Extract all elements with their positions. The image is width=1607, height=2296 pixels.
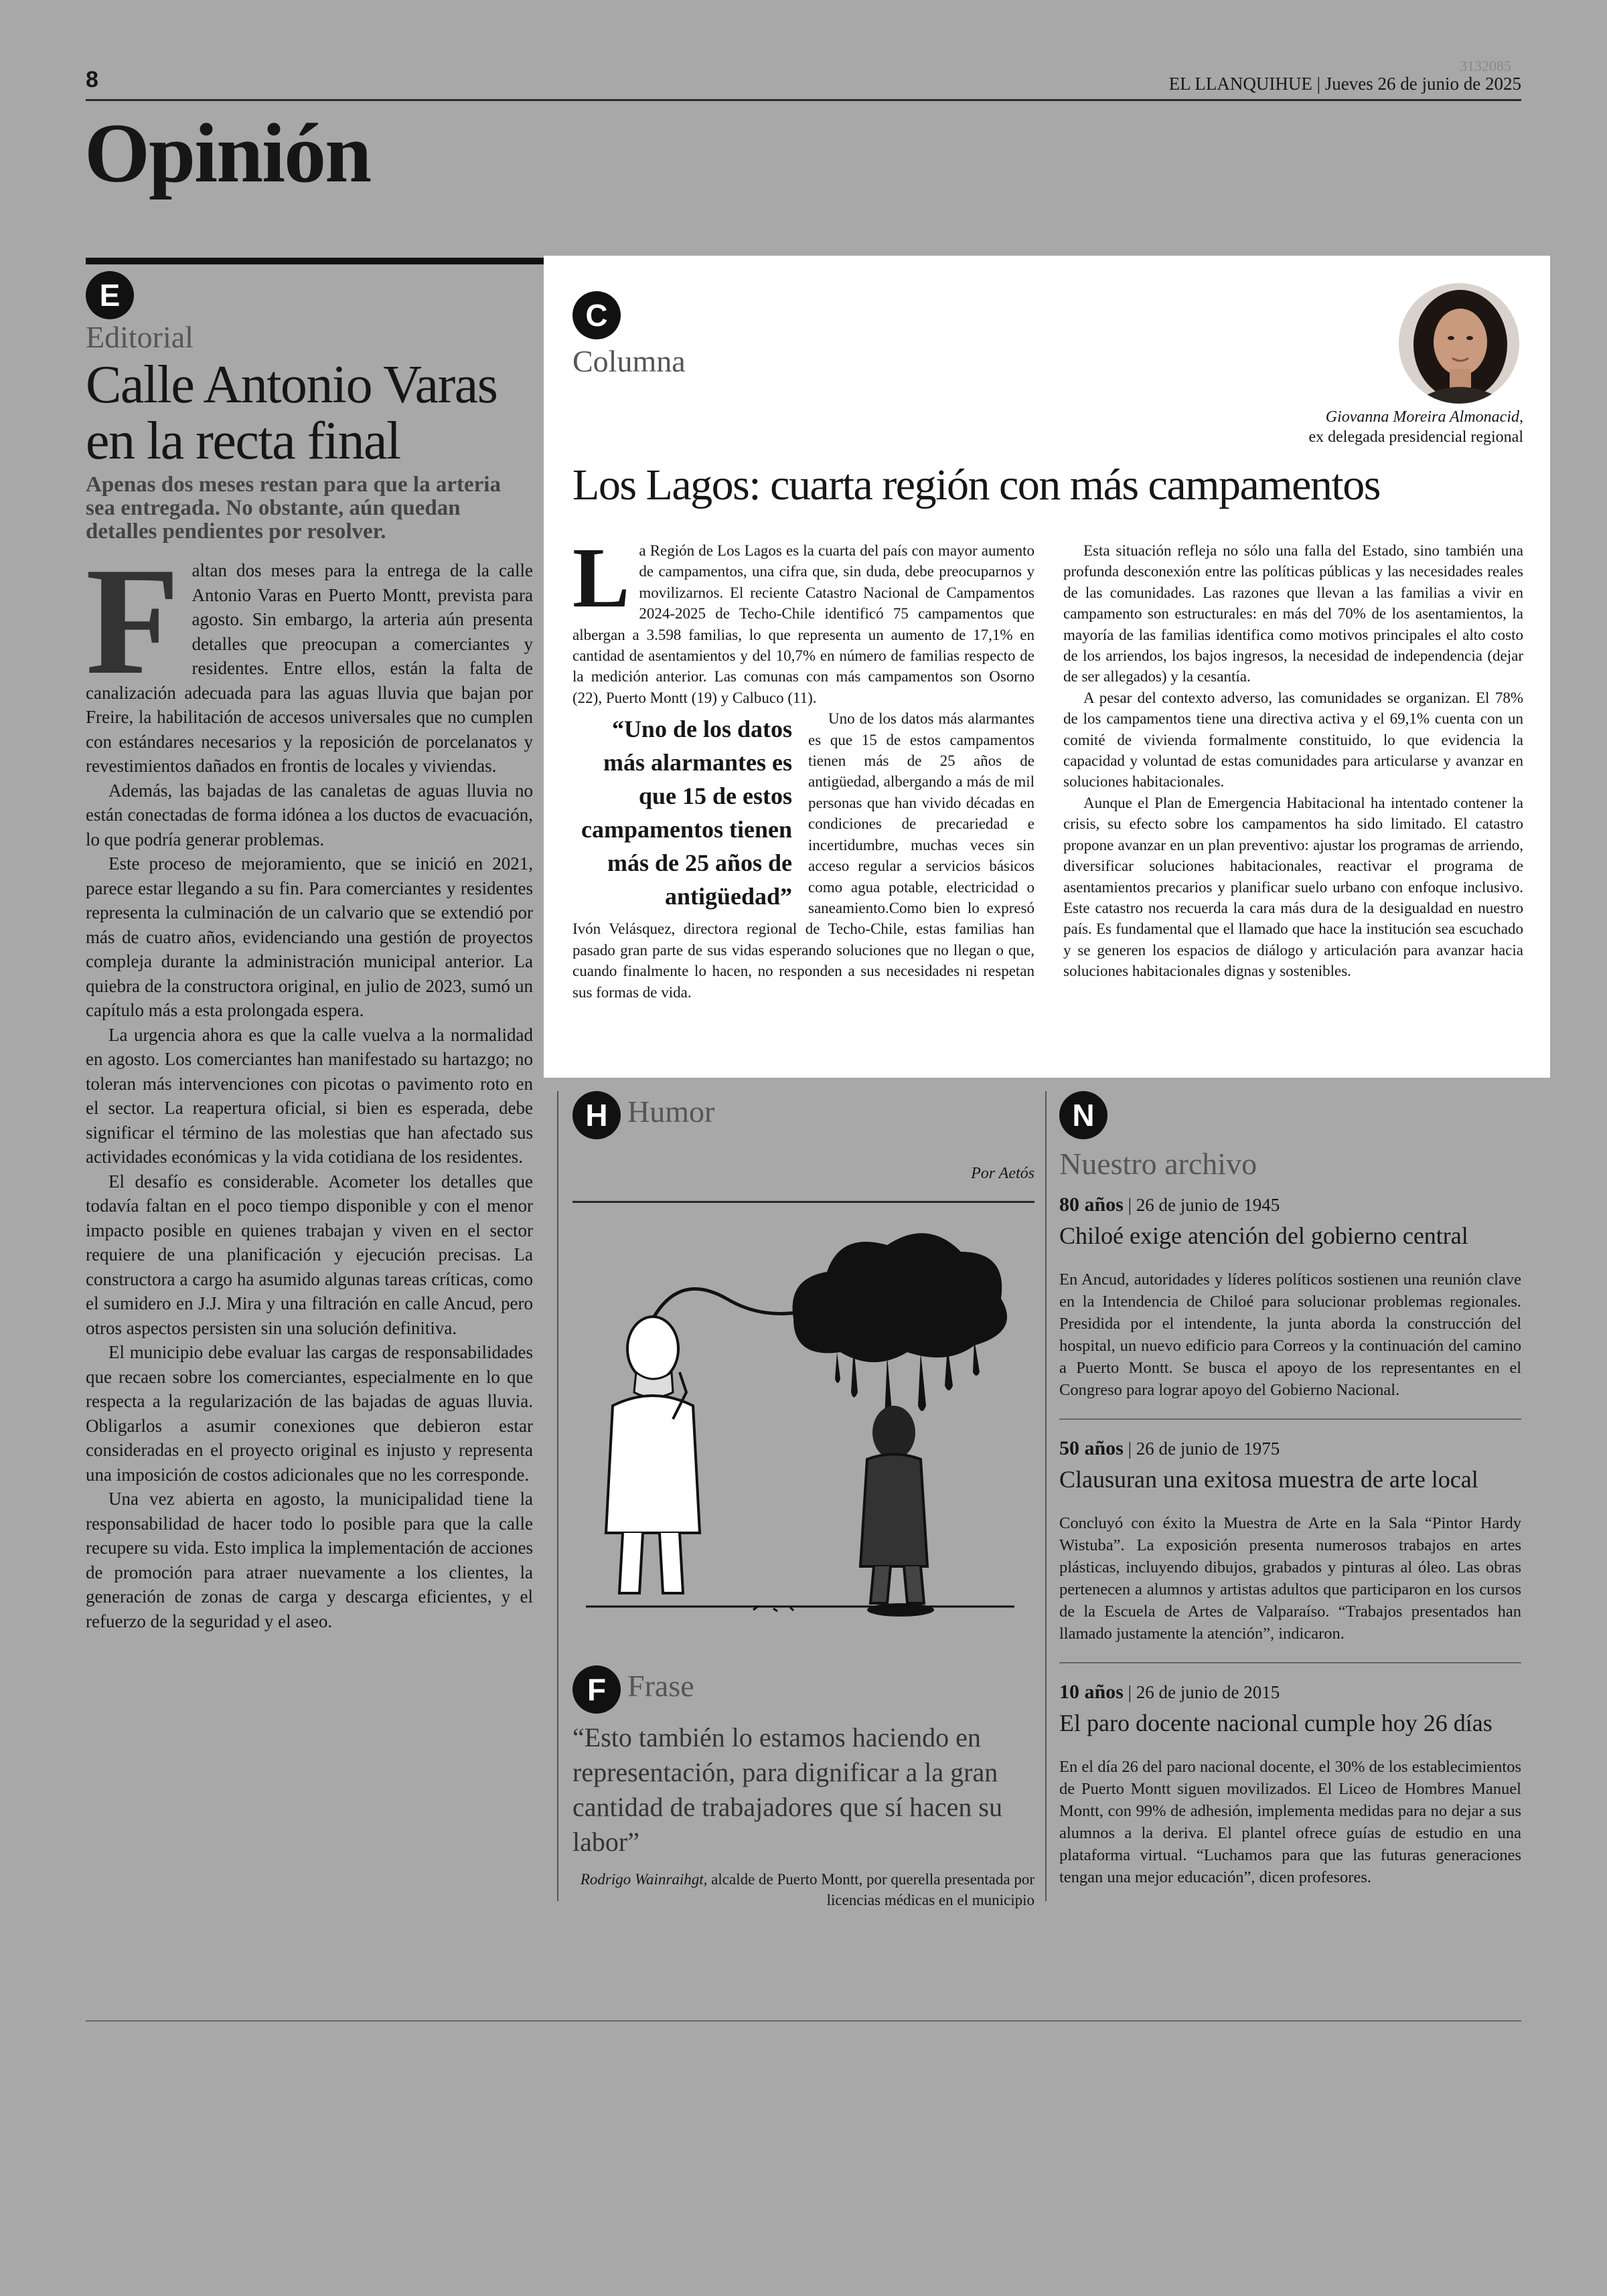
editorial-paragraph: El desafío es considerable. Acometer los detalles que todavía faltan en el poco tiempo disponible y con el menor impacto posible en quienes trabajan y viven en el sector requiere de una planificación y ejecución precisas. La constructora a cargo ha asumido algunas tareas críticas, como el sumidero en J.J. Mira y una filtración en calle Ancud, pero otros aspectos persisten sin una solución definitiva.: [86, 1171, 533, 1338]
archivo-item-years: 50 años: [1059, 1437, 1124, 1459]
archivo-item-meta: [1059, 1681, 1521, 1704]
archivo-item-title: Chiloé exige atención del gobierno central: [1059, 1222, 1468, 1249]
humor-label: Humor: [627, 1094, 715, 1129]
bottom-rule: [86, 2020, 1521, 2022]
column-dropcap: L: [572, 530, 630, 625]
column-left-text: [572, 530, 1035, 1003]
frase-section: [572, 1665, 1035, 1910]
archivo-section: [1059, 1091, 1521, 1911]
archivo-item-date: | 26 de junio de 1975: [1128, 1439, 1280, 1459]
author-portrait-icon: [1399, 283, 1519, 404]
corner-code: 3132085: [1460, 58, 1511, 74]
humor-byline: Por Aetós: [971, 1165, 1035, 1182]
editorial-paragraph: El municipio debe evaluar las cargas de responsabilidades que recaen sobre los comerciantes, especialmente en lo que respecta a la regularización de las bajadas de aguas lluvia. Obligarlos a asumir conexiones que debieron estar consideradas en el proyecto original es injusto y representa una imposición de costos adicionales que no les corresponde.: [86, 1342, 533, 1485]
column-divider-left: [557, 1091, 558, 1901]
archivo-item-meta: [1059, 1437, 1521, 1460]
editorial-label: Editorial: [86, 320, 194, 354]
archivo-item-date: | 26 de junio de 1945: [1128, 1195, 1280, 1215]
archivo-item: [1059, 1194, 1521, 1401]
archivo-item-years: 80 años: [1059, 1194, 1124, 1216]
page-number: 8: [86, 67, 98, 92]
editorial-paragraph: La urgencia ahora es que la calle vuelva a la normalidad en agosto. Los comerciantes han manifestado su hartazgo; no toleran más intervenciones con picotas o pavimento roto en el sector. La reapertura oficial, si bien es esperada, debe significar el término de las molestias que han afectado sus actividades económicas y la vida cotidiana de los residentes.: [86, 1024, 533, 1167]
editorial-deck: Apenas dos meses restan para que la arteria sea entregada. No obstante, aún quedan detalles pendientes por resolver.: [86, 473, 501, 544]
archivo-item-meta: [1059, 1194, 1521, 1216]
frase-label: Frase: [627, 1669, 694, 1703]
pull-quote: “Uno de los datos más alarmantes es que 15 de estos campamentos tienen más de 25 años de antigüedad”: [581, 716, 792, 910]
archivo-item-title: El paro docente nacional cumple hoy 26 días: [1059, 1710, 1493, 1736]
archivo-label: Nuestro archivo: [1059, 1147, 1257, 1181]
editorial-section: [86, 271, 533, 1633]
frase-badge: F: [572, 1665, 621, 1714]
editorial-title: Calle Antonio Varas en la recta final: [86, 355, 498, 471]
column-title: Los Lagos: cuarta región con más campamentos: [572, 461, 1380, 509]
editorial-first-paragraph: altan dos meses para la entrega de la calle Antonio Varas en Puerto Montt, prevista para agosto. Sin embargo, la arteria aún presenta detalles que preocupan a comerciantes y residentes. Entre ellos, están la falta de canalización adecuada para las aguas lluvia que bajan por Freire, la habilitación de accesos universales que no cumplen con estándares necesarios y la reposición de porcelanatos y revestimientos dañados en frontis de locales y viviendas.: [86, 560, 533, 776]
archivo-item-date: | 26 de junio de 2015: [1128, 1682, 1280, 1702]
column-label: Columna: [572, 344, 686, 378]
author-name: Giovanna Moreira Almonacid,: [1325, 408, 1523, 426]
archivo-item-title: Clausuran una exitosa muestra de arte local: [1059, 1466, 1478, 1493]
archivo-item: [1059, 1681, 1521, 1888]
column-badge: C: [572, 291, 621, 339]
author-avatar: [1399, 283, 1519, 404]
archivo-item-body: En el día 26 del paro nacional docente, el 30% de los establecimientos de Puerto Montt siguen movilizados. El Liceo de Hombres Manuel Montt, con 99% de adhesión, implementa medidas para no dejar a sus alumnos a la deriva. El plantel ofrece guías de estudio en una plataforma virtual. “Luchamos para que las futuras generaciones tengan una mejor educación”, dicen profesores.: [1059, 1758, 1521, 1886]
column-section: [572, 291, 1523, 1061]
archivo-badge: N: [1059, 1091, 1107, 1139]
archivo-item-body: En Ancud, autoridades y líderes políticos sostienen una reunión clave en la Intendencia de Chiloé para solucionar problemas regionales. Presidida por el intendente, la junta aborda la construcción del hospital, un nuevo edificio para Correos y la continuación del camino a Puerto Montt. Se busca el apoyo de los representantes en el Congreso para lograr apoyo del Gobierno Nacional.: [1059, 1270, 1521, 1399]
frase-author: Rodrigo Wainraihgt,: [580, 1871, 708, 1888]
editorial-body: [86, 536, 533, 1633]
humor-badge: H: [572, 1091, 621, 1139]
cartoon-illustration: [572, 1218, 1035, 1620]
archivo-item-years: 10 años: [1059, 1681, 1124, 1703]
archivo-divider: [1059, 1418, 1521, 1420]
column-paragraph: Aunque el Plan de Emergencia Habitacional ha intentado contener la crisis, su efecto sobre los campamentos ha sido limitado. El catastro propone avanzar en un plan preventivo: ajustar los programas de arriendo, diversificar soluciones habitacionales, reactivar el programa de asentamientos precarios y planificar suelo urbano con enfoque inclusivo. Este catastro nos recuerda la cara más dura de la desigualdad en nuestro país. Es fundamental que el llamado que hace la institución sea escuchado y se generen los espacios de diálogo y articulación para avanzar hacia soluciones habitacionales dignas y sostenibles.: [1063, 794, 1523, 980]
column-right-text: [1063, 540, 1523, 982]
humor-section: [572, 1091, 1035, 1182]
archivo-divider: [1059, 1662, 1521, 1663]
author-role: ex delegada presidencial regional: [1308, 428, 1523, 446]
archivo-item: [1059, 1437, 1521, 1645]
column-paragraph: [572, 530, 1035, 708]
editorial-paragraph: [86, 536, 533, 778]
column-first-paragraph: a Región de Los Lagos es la cuarta del país con mayor aumento de campamentos, una cifra que, sin duda, debe preocuparnos y movilizarnos. El reciente Catastro Nacional de Campamentos 2024-2025 de Techo-Chile identificó 75 campamentos que albergan a 3.598 familias, lo que representa un aumento de 17,1% en cantidad de asentamientos y del 10,7% en número de familias respecto de la medición anterior. Las comunas con más campamentos son Osorno (22), Puerto Montt (19) y Calbuco (11).: [572, 542, 1035, 706]
humor-rule: [572, 1201, 1035, 1203]
editorial-paragraph: Una vez abierta en agosto, la municipalidad tiene la responsabilidad de hacer todo lo posible para que la calle recupere su vida. Esto implica la implementación de acciones de promoción para atraer nuevamente a los clientes, la generación de zonas de carga y descarga eficientes, y el refuerzo de la seguridad y el aseo.: [86, 1489, 533, 1631]
archivo-item-body: Concluyó con éxito la Muestra de Arte en la Sala “Pintor Hardy Wistuba”. La exposición presenta numerosos trabajos en artes plásticas, incluyendo dibujos, grabados y pinturas al óleo. Las obras pertenecen a alumnos y artistas adultos que participaron en los cursos de la Escuela de Artes de Valparaíso. “Trabajos presentados han llamado justamente la atención”, indicaron.: [1059, 1514, 1521, 1643]
frase-author-role: alcalde de Puerto Montt, por querella presentada por licencias médicas en el municipio: [707, 1871, 1035, 1908]
section-title: Opinión: [84, 107, 371, 200]
column-paragraph: A pesar del contexto adverso, las comunidades se organizan. El 78% de los campamentos tiene una directiva activa y el 69,1% cuenta con un comité de vivienda formalmente constituido, lo que evidencia la capacidad y voluntad de estas comunidades para articularse y avanzar en soluciones habitacionales.: [1063, 689, 1523, 791]
column-paragraph: Uno de los datos más alarmantes es que 15 de estos campamentos tienen más de 25 años de antigüedad, albergando a más de mil personas que han vivido décadas en condiciones de precariedad e incertidumbre, muchas veces sin acceso regular a servicios básicos como agua potable, electricidad o saneamiento.Como bien lo expresó Ivón Velásquez, directora regional de Techo-Chile, estas familias han pasado gran parte de sus vidas esperando soluciones que no llegan o que, cuando finalmente lo hacen, no responden a sus necesidades ni respetan sus formas de vida.: [572, 710, 1035, 1001]
frase-attribution: [572, 1869, 1035, 1910]
editorial-paragraph: Este proceso de mejoramiento, que se inició en 2021, parece estar llegando a su fin. Para comerciantes y residentes representa la culminación de un calvario que se extendió por más de cuatro años, evidenciando una gestión de proyectos compleja durante la administración municipal anterior. La quiebra de la constructora original, en julio de 2023, sumó un capítulo más a esta prolongada espera.: [86, 853, 533, 1020]
editorial-paragraph: Además, las bajadas de las canaletas de aguas lluvia no están conectadas de forma idónea a los ductos de evacuación, lo que podría generar problemas.: [86, 780, 533, 849]
header-rule: [86, 99, 1521, 101]
frase-quote: “Esto también lo estamos haciendo en representación, para dignificar a la gran cantidad de trabajadores que sí hacen su labor”: [572, 1722, 1002, 1857]
editorial-badge: E: [86, 271, 134, 319]
column-divider-right: [1045, 1091, 1047, 1901]
column-paragraph: Esta situación refleja no sólo una falla del Estado, sino también una profunda desconexión entre las políticas públicas y las necesidades reales de las comunidades. Las razones que llevan a las familias a vivir en campamento son estructurales: en más del 70% de los asentamientos, la mayoría de las familias identifica como motivos principales el alto costo de los arriendos, los bajos ingresos, la necesidad de independencia (dejar de ser allegados) y la cesantía.: [1063, 542, 1523, 685]
editorial-dropcap: F: [86, 536, 180, 706]
masthead-date: EL LLANQUIHUE | Jueves 26 de junio de 2025: [1168, 74, 1521, 94]
